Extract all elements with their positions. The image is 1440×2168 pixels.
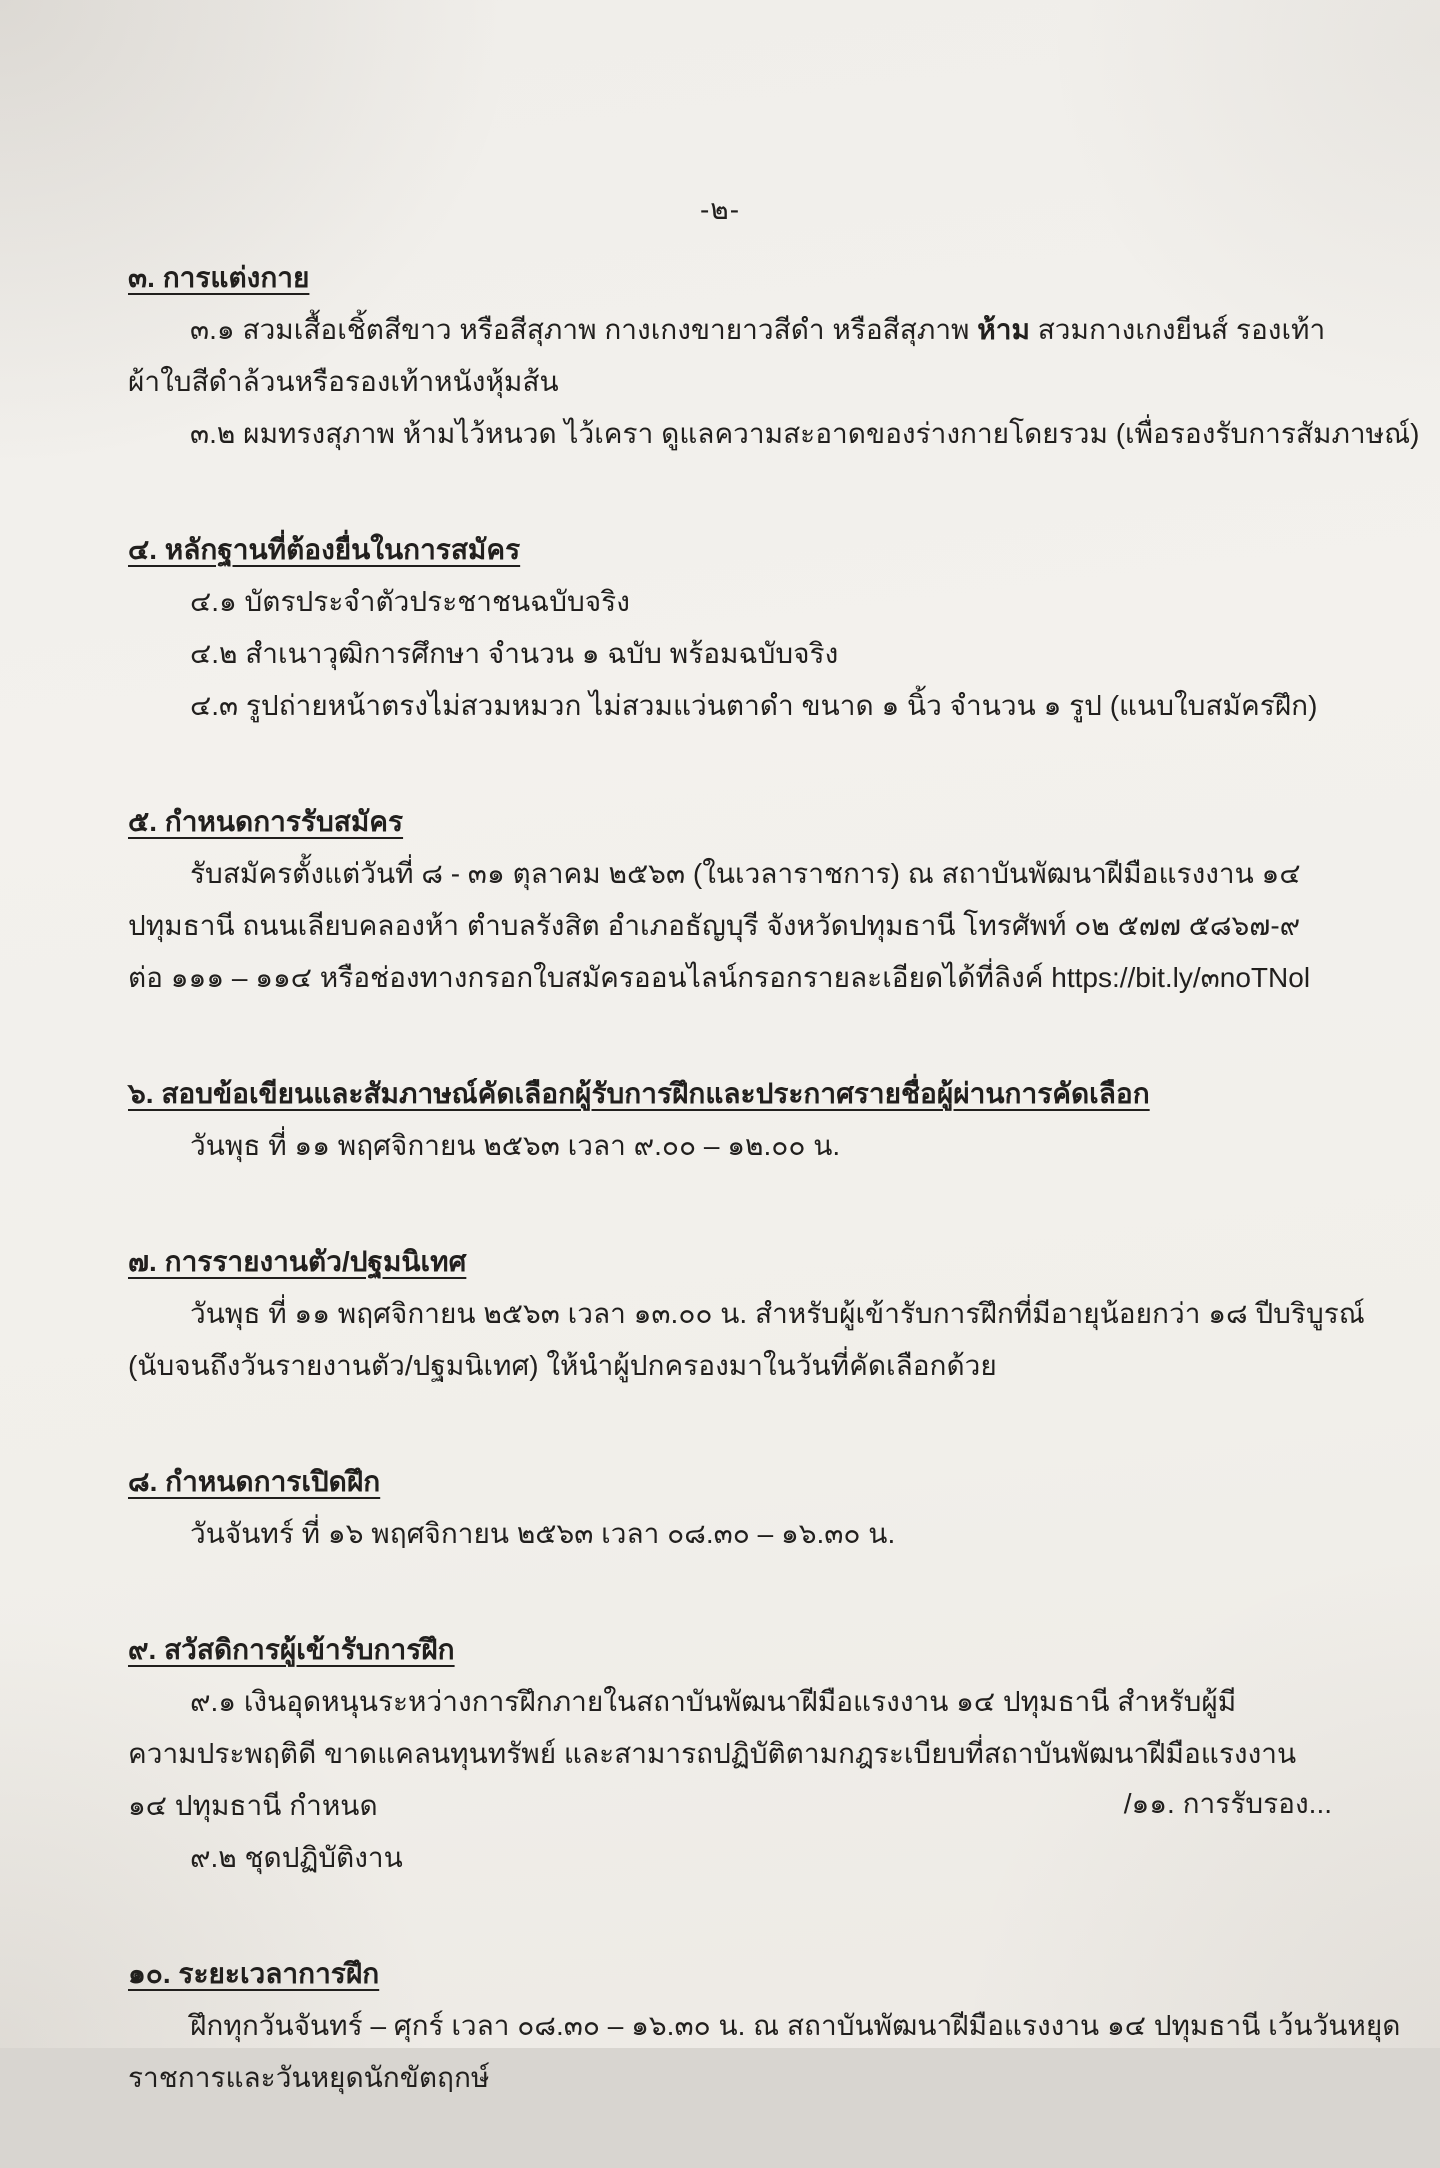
text-line: [128, 2052, 1333, 2104]
text-line: [128, 576, 1333, 628]
text-line: [128, 1508, 1333, 1560]
text-run: ฝึกทุกวันจันทร์ – ศุกร์ เวลา ๐๘.๓๐ – ๑๖.๓๐ น. ณ สถาบันพัฒนาฝีมือแรงงาน ๑๔ ปทุมธานี เว้นวันหยุด: [190, 2010, 1401, 2041]
text-run: ๔.๓ รูปถ่ายหน้าตรงไม่สวมหมวก ไม่สวมแว่นตาดำ ขนาด ๑ นิ้ว จำนวน ๑ รูป (แนบใบสมัครฝึก): [190, 690, 1318, 721]
emphasized-word: ห้าม: [977, 314, 1030, 345]
section: [128, 524, 1333, 732]
text-line: [128, 1120, 1333, 1172]
continuation-note: /๑๑. การรับรอง...: [1123, 1788, 1332, 1819]
text-run: ๑๔ ปทุมธานี กำหนด: [128, 1790, 378, 1821]
section-heading: ๕. กำหนดการรับสมัคร: [128, 806, 404, 837]
text-line: [128, 1728, 1333, 1780]
section: [128, 1456, 1333, 1560]
text-run: ต่อ ๑๑๑ – ๑๑๔ หรือช่องทางกรอกใบสมัครออนไลน์กรอกรายละเอียดได้ที่ลิงค์ https://bit.ly/๓noTNol: [128, 962, 1311, 993]
text-line: [128, 900, 1333, 952]
section: [128, 1948, 1401, 2104]
text-run: วันจันทร์ ที่ ๑๖ พฤศจิกายน ๒๕๖๓ เวลา ๐๘.๓๐ – ๑๖.๓๐ น.: [190, 1518, 896, 1549]
text-run: ๔.๑ บัตรประจำตัวประชาชนฉบับจริง: [190, 586, 630, 617]
text-run: รับสมัครตั้งแต่วันที่ ๘ - ๓๑ ตุลาคม ๒๕๖๓ (ในเวลาราชการ) ณ สถาบันพัฒนาฝีมือแรงงาน ๑๔: [190, 858, 1301, 889]
text-run: ๓.๑ สวมเสื้อเชิ้ตสีขาว หรือสีสุภาพ กางเกงขายาวสีดำ หรือสีสุภาพ: [190, 314, 978, 345]
text-line: [128, 628, 1333, 680]
section-heading: ๓. การแต่งกาย: [128, 262, 310, 293]
document-body: [128, 252, 1420, 2168]
section: [128, 1236, 1365, 1392]
text-line: [128, 952, 1333, 1004]
text-run: ๙.๒ ชุดปฏิบัติงาน: [190, 1842, 403, 1873]
page-number: -๒-: [699, 194, 741, 225]
section: [128, 796, 1333, 1004]
section-heading: ๑๐. ระยะเวลาการฝึก: [128, 1958, 380, 1989]
section-heading: ๔. หลักฐานที่ต้องยื่นในการสมัคร: [128, 534, 521, 565]
text-run: วันพุธ ที่ ๑๑ พฤศจิกายน ๒๕๖๓ เวลา ๙.๐๐ – ๑๒.๐๐ น.: [190, 1130, 841, 1161]
section: [128, 1068, 1333, 1172]
text-line: [128, 1832, 1333, 1884]
text-run: ๔.๒ สำเนาวุฒิการศึกษา จำนวน ๑ ฉบับ พร้อมฉบับจริง: [190, 638, 839, 669]
text-run: ราชการและวันหยุดนักขัตฤกษ์: [128, 2062, 490, 2093]
section-heading: ๙. สวัสดิการผู้เข้ารับการฝึก: [128, 1634, 455, 1665]
section-heading: ๘. กำหนดการเปิดฝึก: [128, 1466, 381, 1497]
text-line: [128, 1676, 1333, 1728]
text-run: ๓.๒ ผมทรงสุภาพ ห้ามไว้หนวด ไว้เครา ดูแลความสะอาดของร่างกายโดยรวม (เพื่อรองรับการสัมภาษณ์): [190, 418, 1420, 449]
text-line: [128, 1340, 1333, 1392]
text-line: [128, 2000, 1401, 2052]
text-run: สวมกางเกงยีนส์ รองเท้า: [1029, 314, 1326, 345]
text-run: ๙.๑ เงินอุดหนุนระหว่างการฝึกภายในสถาบันพัฒนาฝีมือแรงงาน ๑๔ ปทุมธานี สำหรับผู้มี: [190, 1686, 1237, 1717]
section: [128, 252, 1420, 460]
text-line: [128, 1288, 1365, 1340]
text-line: [128, 680, 1333, 732]
section-heading: ๖. สอบข้อเขียนและสัมภาษณ์คัดเลือกผู้รับการฝึกและประกาศรายชื่อผู้ผ่านการคัดเลือก: [128, 1078, 1150, 1109]
text-line: [128, 848, 1333, 900]
section: [128, 1624, 1333, 1884]
text-line: [128, 356, 1333, 408]
text-line: [128, 408, 1420, 460]
text-line: [128, 304, 1333, 356]
text-run: (นับจนถึงวันรายงานตัว/ปฐมนิเทศ) ให้นำผู้ปกครองมาในวันที่คัดเลือกด้วย: [128, 1350, 997, 1381]
text-run: ผ้าใบสีดำล้วนหรือรองเท้าหนังหุ้มส้น: [128, 366, 559, 397]
text-run: วันพุธ ที่ ๑๑ พฤศจิกายน ๒๕๖๓ เวลา ๑๓.๐๐ น. สำหรับผู้เข้ารับการฝึกที่มีอายุน้อยกว่า ๑๘ ปีบริบูรณ์: [190, 1298, 1365, 1329]
text-run: ปทุมธานี ถนนเลียบคลองห้า ตำบลรังสิต อำเภอธัญบุรี จังหวัดปทุมธานี โทรศัพท์ ๐๒ ๕๗๗ ๕๘๖๗-๙: [128, 910, 1301, 941]
section-heading: ๗. การรายงานตัว/ปฐมนิเทศ: [128, 1246, 467, 1277]
text-run: ความประพฤติดี ขาดแคลนทุนทรัพย์ และสามารถปฏิบัติตามกฎระเบียบที่สถาบันพัฒนาฝีมือแรงงาน: [128, 1738, 1297, 1769]
